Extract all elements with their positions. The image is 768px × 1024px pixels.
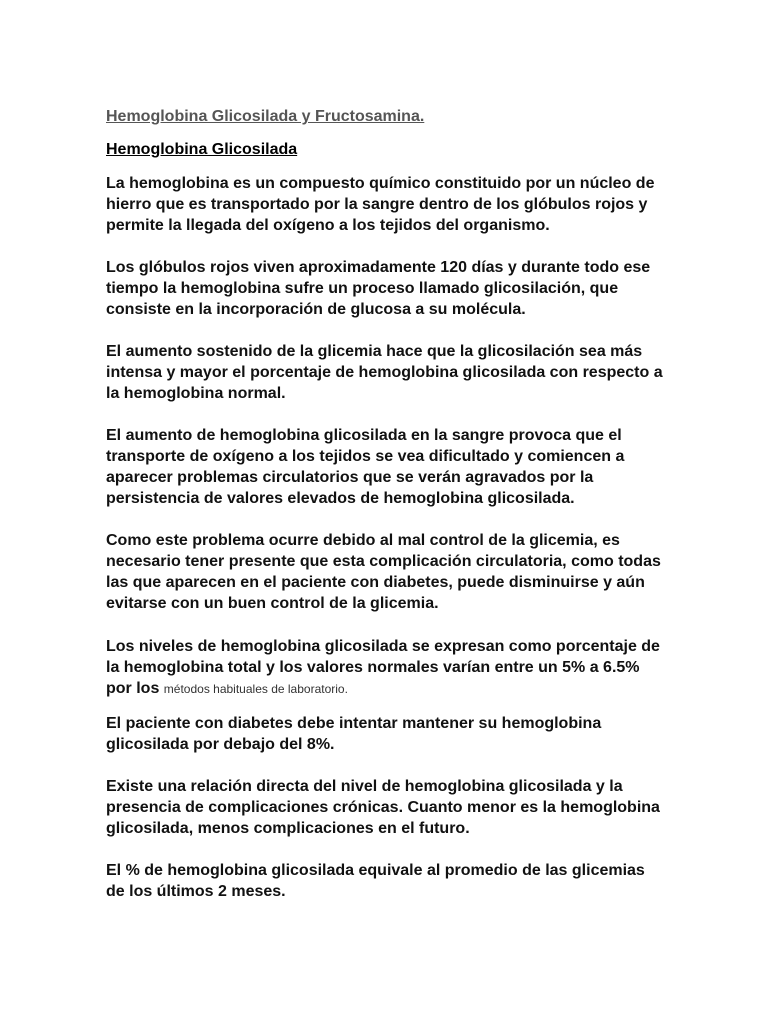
section-title: Hemoglobina Glicosilada (106, 141, 298, 158)
paragraph: El % de hemoglobina glicosilada equivale al promedio de las glicemias de los últimos 2 meses. (106, 862, 645, 900)
paragraph: La hemoglobina es un compuesto químico constituido por un núcleo de hierro que es transportado por la sangre dentro de los glóbulos rojos y permite la llegada del oxígeno a los tejidos del organismo. (106, 175, 655, 234)
paragraph: Los glóbulos rojos viven aproximadamente 120 días y durante todo ese tiempo la hemoglobina sufre un proceso llamado glicosilación, que consiste en la incorporación de glucosa a su molécula. (106, 259, 651, 318)
paragraph: El aumento de hemoglobina glicosilada en la sangre provoca que el transporte de oxígeno a los tejidos se vea dificultado y comiencen a aparecer problemas circulatorios que se verán agravados por la persistencia de valores elevados de hemoglobina glicosilada. (106, 427, 625, 507)
paragraph-niveles (106, 636, 666, 700)
paragraph: Existe una relación directa del nivel de hemoglobina glicosilada y la presencia de complicaciones crónicas. Cuanto menor es la hemoglobina glicosilada, menos complicaciones en el futuro. (106, 778, 660, 837)
paragraph-niveles-small: métodos habituales de laboratorio. (163, 682, 348, 696)
paragraph: El paciente con diabetes debe intentar mantener su hemoglobina glicosilada por debajo del 8%. (106, 715, 602, 753)
document-body (106, 106, 666, 902)
paragraph: El aumento sostenido de la glicemia hace que la glicosilación sea más intensa y mayor el porcentaje de hemoglobina glicosilada con respecto a la hemoglobina normal. (106, 343, 663, 402)
document-title: Hemoglobina Glicosilada y Fructosamina. (106, 108, 425, 125)
paragraph-niveles-main: Los niveles de hemoglobina glicosilada se expresan como porcentaje de la hemoglobina total y los valores normales varían entre un 5% a 6.5% por los (106, 638, 660, 697)
paragraph: Como este problema ocurre debido al mal control de la glicemia, es necesario tener presente que esta complicación circulatoria, como todas las que aparecen en el paciente con diabetes, puede disminuirse y aún evitarse con un buen control de la glicemia. (106, 532, 661, 612)
